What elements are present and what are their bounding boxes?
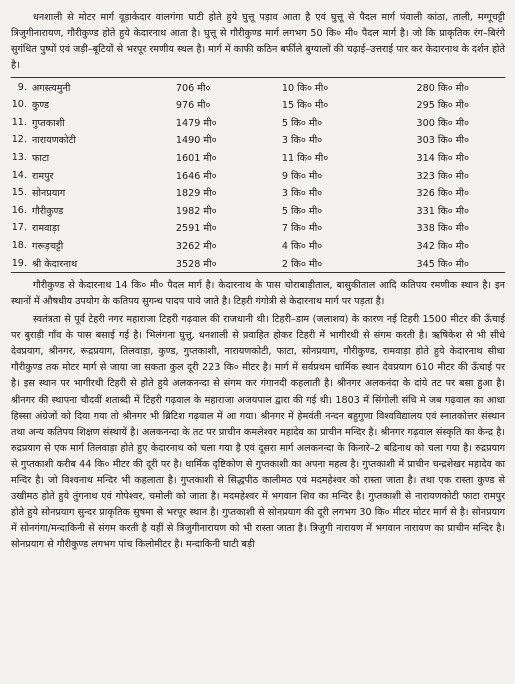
row-number: 18. (11, 240, 27, 252)
cumulative-distance: 314 कि० मी० (416, 153, 469, 165)
segment-distance: 11 कि० मी० (281, 153, 329, 165)
cumulative-distance: 323 कि० मी० (416, 170, 469, 182)
altitude: 1479 मी० (175, 117, 217, 129)
table-row (11, 114, 505, 132)
row-number: 9. (11, 78, 32, 96)
altitude: 1982 मी० (175, 205, 217, 217)
table-row (11, 96, 505, 114)
altitude: 706 मी० (176, 78, 282, 96)
table-row (11, 131, 505, 149)
cumulative-distance: 345 कि० मी० (417, 254, 505, 272)
segment-distance: 5 कि० मी० (281, 117, 323, 129)
segment-distance: 3 कि० मी० (281, 188, 323, 200)
table-row (11, 149, 505, 167)
cumulative-distance: 295 कि० मी० (416, 100, 469, 112)
place-name: रामवाड़ा (31, 223, 60, 235)
row-number: 11. (11, 116, 27, 128)
row-number: 19. (11, 254, 32, 272)
row-number: 13. (11, 152, 27, 164)
cumulative-distance: 342 कि० मी० (416, 241, 469, 253)
row-number: 15. (11, 187, 27, 199)
table-row (11, 166, 505, 184)
segment-distance: 4 कि० मी० (281, 241, 323, 253)
cumulative-distance: 280 कि० मी० (417, 78, 505, 96)
segment-distance: 3 कि० मी० (281, 135, 323, 147)
table-row (11, 202, 505, 220)
table-row (11, 254, 505, 272)
cumulative-distance: 303 कि० मी० (416, 135, 469, 147)
altitude: 1646 मी० (175, 170, 217, 182)
cumulative-distance: 326 कि० मी० (416, 188, 469, 200)
altitude: 976 मी० (175, 100, 211, 112)
segment-distance: 9 कि० मी० (281, 170, 323, 182)
segment-distance: 2 कि० मी० (282, 254, 417, 272)
table-row (11, 237, 505, 255)
place-name: गौरीकुण्ड (31, 205, 64, 217)
row-number: 14. (11, 169, 27, 181)
place-name: रामपुर (31, 170, 54, 182)
place-name: सोनप्रयाग (31, 188, 66, 200)
place-name: फाटा (31, 153, 50, 165)
segment-distance: 5 कि० मी० (281, 205, 323, 217)
kedarnath-paragraph: गौरीकुण्ड से केदारनाथ 14 कि० मी० पैदल मार्ग है। केदारनाथ के पास चोराबाड़ीताल, बासुकीताल आदि कतिपय रमणीक स्थान है। इन स्थानों में औषधीय उपयोग के कतिपय सुगन्ध पादप पाये जाते है। टिहरी गंगोत्री से केदारनाथ मार्ग पर पड़ता है। (11, 279, 505, 307)
cumulative-distance: 300 कि० मी० (416, 117, 469, 129)
tehri-history-paragraph: स्वतंत्रता से पूर्व टेहरी नगर महाराजा टिहरी गढ़वाल की राजधानी थी। टिहरी–डाम (जलाशय) के कारण नई टिहरी 1500 मीटर की ऊँचाई पर बुराड़ी गाँव के पास बसाई गई है। भिलंगना घुत्तु, धनशाली से प्रवाहित होकर टिहरी में भागीरथी से संगम करती है। ऋषिकेश से भी सीधे देवप्रयाग, श्रीनगर, रूद्रप्रयाग, तिलवाड़ा, कुण्ड, गुप्तकाशी, नारायणकोटी, फाटा, सोनप्रयाग, गौरीकुण्ड, रामवाड़ा होते हुये केदारनाथ सीधा गौरीकुण्ड तक मोटर मार्ग से जाया जा सकता कुल दूरी 223 कि० मीटर है। मार्ग में सर्वप्रथम धार्मिक स्थान देवप्रयाग 610 मीटर की ऊँचाई पर है। इस स्थान पर भागीरथी टिहरी से होते हुये अलकनन्दा से संगम कर गंगानदी कहलाती है। श्रीनगर अलकनंदा के दांये तट पर बसा हुआ है। श्रीनगर की स्थापना चौदवीं शताब्दी में टिहरी गढ़वाल के महाराजा अजयपाल द्वारा की गई थी। 1803 में सिंगोली संधि मे जब गढ़वाल का आधा हिस्सा अंग्रेजों को दिया गया तो श्रीनगर भी ब्रिटिश गढ़वाल में आ गया। श्रीनगर में हेमवंती नन्दन बहुगुणा विश्वविद्यालय एवं स्नातकोत्तर संस्थान तथा अन्य कतिपय शिक्षण संस्थायें है। अलकनन्दा के तट पर प्राचीन कमलेश्वर महादेव का प्राचीन मन्दिर है। श्रीनगर गढ़वाल संस्कृति का केन्द्र है। रुद्रप्रयाग से एक मार्ग तिलवाड़ा होते हुए केदारनाथ को चला गया है एवं दूसरा मार्ग अलकनन्दा के किनारे–2 बद्रिनाथ को चला गया है। रुद्रप्रयाग से गुप्तकाशी करीब 44 कि० मीटर की दूरी पर है। धार्मिक दृष्टिकोण से गुप्तकाशी का अपना महत्व है। गुप्तकाशी में प्राचीन चन्द्रशेखर महादेव का मन्दिर है। जो विश्वनाथ मन्दिर भी कहलाता है। गुप्तकाशी से सिद्धपीठ कालीमठ एवं मदमहेश्वर को रास्ता जाता है। तथा एक रास्ता कुण्ड से उखीमठ होते हुये तुंगनाथ एवं गोपेश्वर, चमोली को जाता है। मदमहेश्वर में भगवान शिव का मन्दिर है। गुप्तकाशी से नारायणकोटी फाटा रामपुर होते हुये सोनप्रयाग सुन्दर प्राकृतिक सुषमा से भरपूर स्थान है। गुप्तकाशी से सोनप्रयाग की दूरी लगभग 30 कि० मीटर मोटर मार्ग से है। सोनप्रयाग में सोनगंगा/मन्दाकिनी से संगम करती है यहीं से त्रिजुगीनारायण को भी रास्ता जाता है। त्रिजुगी नारायण में भगवान नारायण का प्राचीन मन्दिर है। सोनप्रयाग से गौरीकुण्ड लगभग पांच किलोमीटर है। मन्दाकिनी घाटी बड़ी (11, 314, 505, 551)
segment-distance: 10 कि० मी० (282, 78, 417, 96)
table-row (11, 78, 505, 96)
altitude: 1490 मी० (175, 135, 217, 147)
cumulative-distance: 331 कि० मी० (416, 205, 469, 217)
cumulative-distance: 338 कि० मी० (416, 223, 469, 235)
altitude: 3262 मी० (175, 241, 217, 253)
place-name: नारायणकोटी (31, 135, 76, 147)
place-name: श्री केदारनाथ (32, 254, 176, 272)
table-row (11, 184, 505, 202)
row-number: 16. (11, 204, 27, 216)
altitude: 1829 मी० (175, 188, 217, 200)
table-row (11, 219, 505, 237)
segment-distance: 15 कि० मी० (281, 100, 329, 112)
place-name: अगस्त्यमुनी (32, 78, 176, 96)
segment-distance: 7 कि० मी० (281, 223, 323, 235)
place-name: कुण्ड (31, 100, 50, 112)
row-number: 12. (11, 134, 27, 146)
distance-table (11, 77, 505, 273)
row-number: 17. (11, 222, 27, 234)
altitude: 2591 मी० (175, 223, 217, 235)
altitude: 1601 मी० (175, 153, 217, 165)
place-name: गुप्तकाशी (31, 117, 65, 129)
row-number: 10. (11, 99, 27, 111)
altitude: 3528 मी० (176, 254, 282, 272)
place-name: गरूड़चट्टी (31, 241, 64, 253)
intro-paragraph: धनशाली से मोटर मार्ग वूड़ाकेदार वालगंगा घाटी होते हुये घुत्तू पड़ाव आता है एवं घुत्तू से पैदल मार्ग पंवाली कांठा, ताली, मग्गूचट्टी त्रिजुगीनारायण, गौरीकुण्ड होते हुये केदारनाथ आता है। घुत्तू से गौरीकुण्ड मार्ग लगभग 50 कि० मी० पैदल मार्ग है। जो कि प्राकृतिक रंग–बिरंगे सुगंधित पुष्पों एवं जड़ी–बूटियों से भरपूर रमणीय स्थल है। मार्ग में काफी कठिन बर्फीले बुग्यालों की चढ़ाई–उत्तराई पार कर केदारनाथ के दर्शन होते है। (11, 12, 505, 72)
